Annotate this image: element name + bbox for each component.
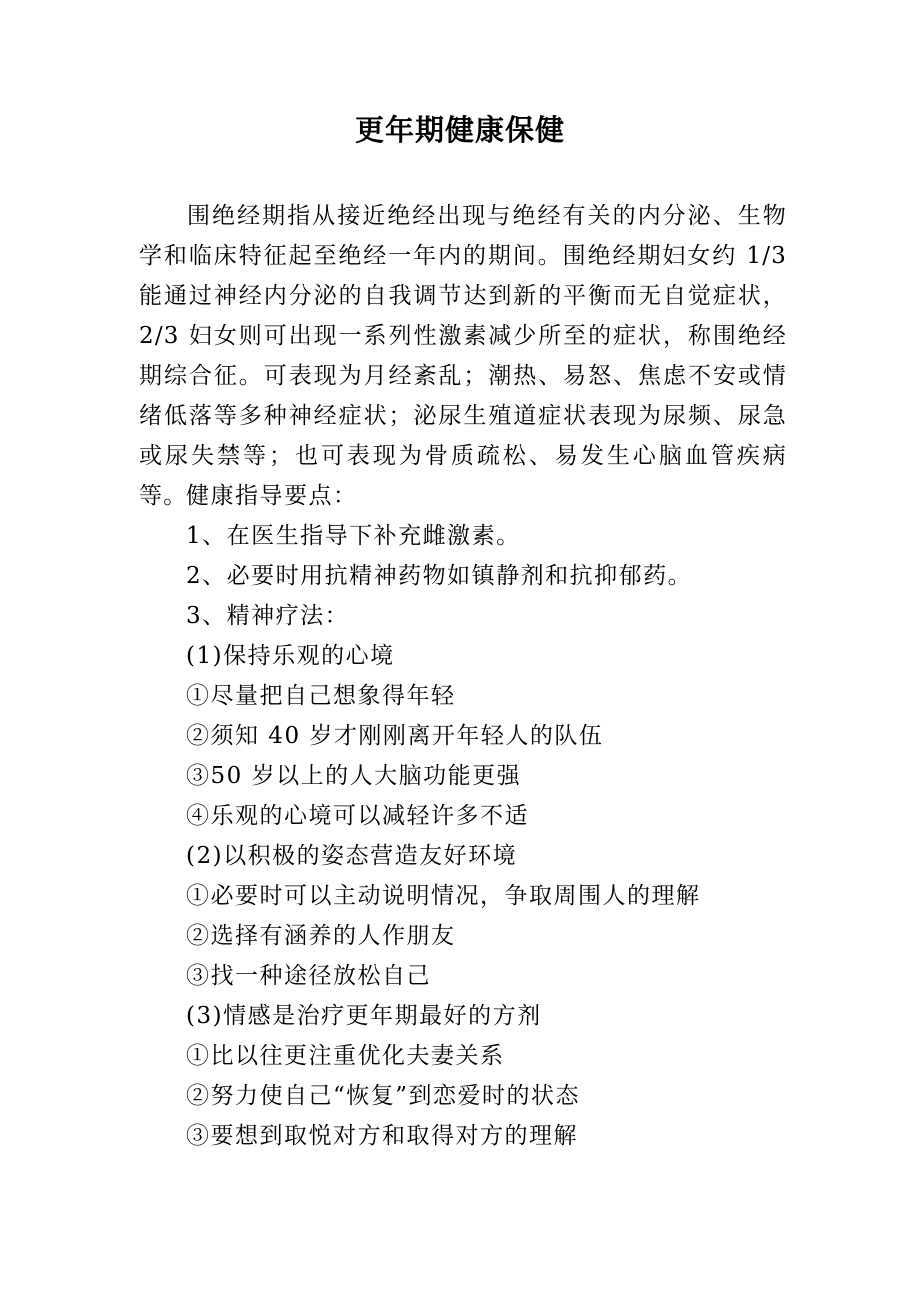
subsection-heading: (2)以积极的姿态营造友好环境 <box>186 843 518 869</box>
list-item: ③50 岁以上的人大脑功能更强 <box>186 763 522 789</box>
intro-paragraph: 围绝经期指从接近绝经出现与绝经有关的内分泌、生物学和临床特征起至绝经一年内的期间。围绝经期妇女约 1/3 能通过神经内分泌的自我调节达到新的平衡而无自觉症状，2/3 妇女则可出现一系列性激素减少所至的症状，称围绝经期综合征。可表现为月经紊乱；潮热、易怒、焦虑不安或情绪低落等多种神经症状；泌尿生殖道症状表现为尿频、尿急或尿失禁等；也可表现为骨质疏松、易发生心脑血管疾病等。 <box>139 203 787 509</box>
list-item: ②选择有涵养的人作朋友 <box>186 923 456 949</box>
list-item: ①尽量把自己想象得年轻 <box>186 683 456 709</box>
guidance-item: 1、在医生指导下补充雌激素。 <box>186 523 521 549</box>
list-item: ①比以往更注重优化夫妻关系 <box>186 1043 505 1069</box>
list-item: ②须知 40 岁才刚刚离开年轻人的队伍 <box>186 723 604 749</box>
list-item: ③找一种途径放松自己 <box>186 963 431 989</box>
list-item: ②努力使自己“恢复”到恋爱时的状态 <box>186 1083 581 1109</box>
guidance-item: 2、必要时用抗精神药物如镇静剂和抗抑郁药。 <box>186 563 693 589</box>
subsection-heading: (3)情感是治疗更年期最好的方剂 <box>186 1003 542 1029</box>
guidance-heading: 健康指导要点： <box>186 483 358 509</box>
guidance-item: 3、精神疗法： <box>186 603 350 629</box>
list-item: ③要想到取悦对方和取得对方的理解 <box>186 1123 578 1149</box>
list-item: ①必要时可以主动说明情况，争取周围人的理解 <box>186 883 701 909</box>
subsection-heading: (1)保持乐观的心境 <box>186 643 395 669</box>
document-title: 更年期健康保健 <box>354 113 565 147</box>
list-item: ④乐观的心境可以减轻许多不适 <box>186 803 529 829</box>
